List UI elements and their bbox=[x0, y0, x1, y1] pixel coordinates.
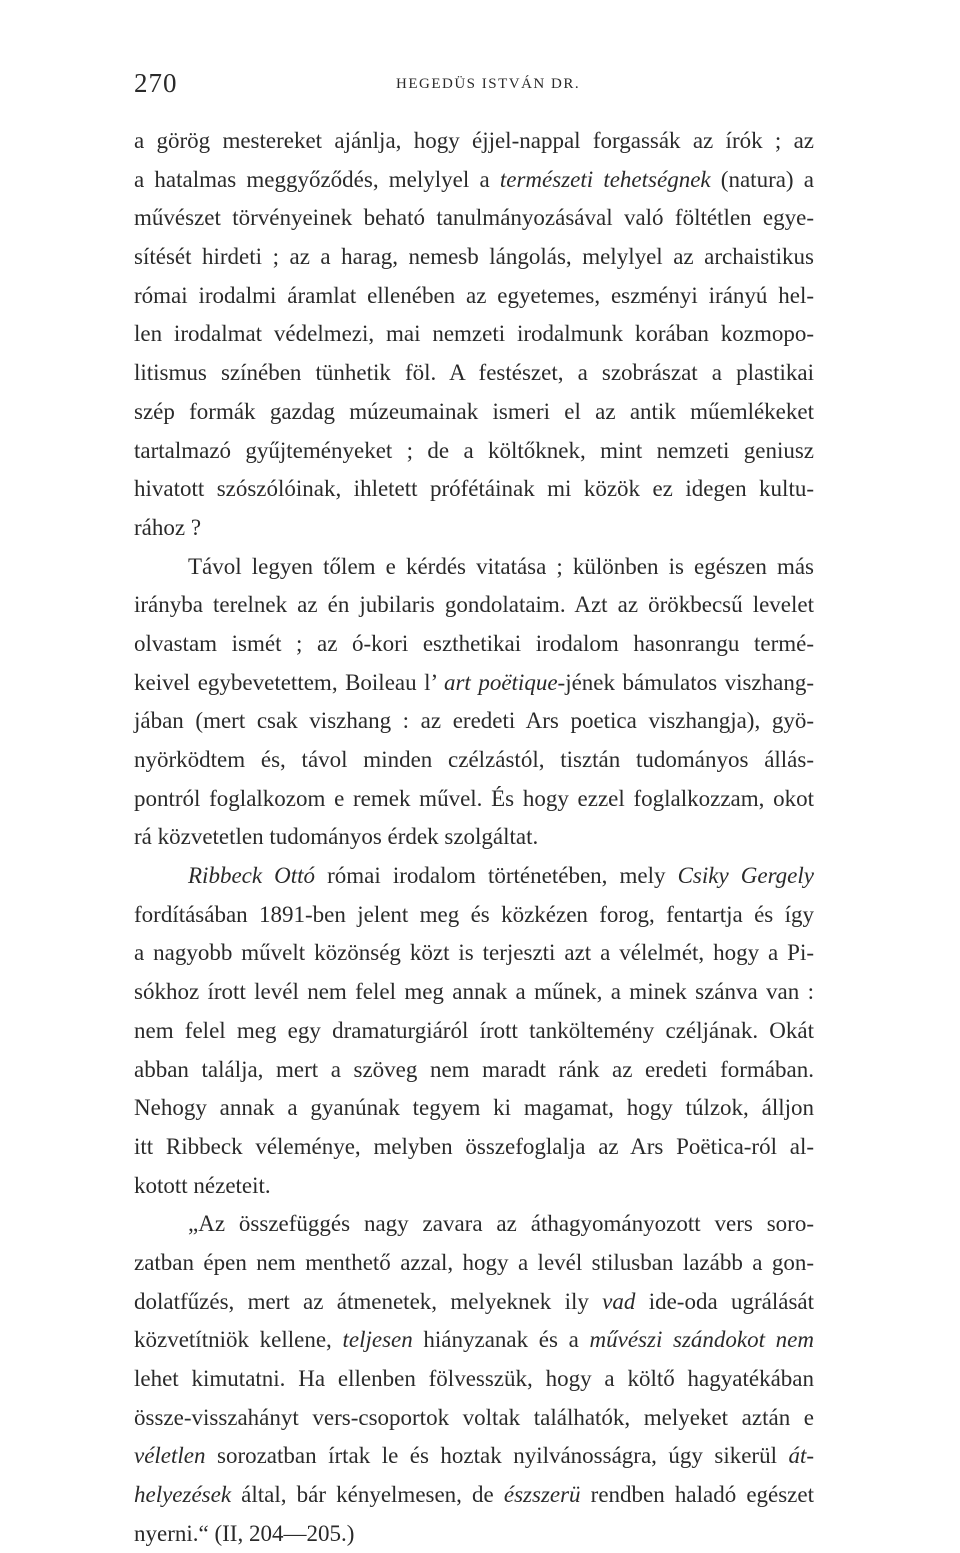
text-line: keivel egybevetettem, Boileau l’ art poëtique-jének bámulatos viszhang- bbox=[134, 669, 814, 695]
paragraph-start-line: Távol legyen tőlem e kérdés vitatása ; különben is egészen más bbox=[188, 553, 814, 579]
text-line: olvastam ismét ; az ó-kori eszthetikai irodalom hasonrangu termé- bbox=[134, 630, 814, 656]
paragraph-end-line: rá közvetetlen tudományos érdek szolgáltat. bbox=[134, 824, 539, 850]
text-line: nyörködtem és, távol minden czélzástól, tisztán tudományos állás- bbox=[134, 747, 814, 772]
text-line: abban találja, mert a szöveg nem maradt ránk az eredeti formában. bbox=[134, 1056, 814, 1082]
text-line: lehet kimutatni. Ha ellenben fölvesszük, hogy a költő hagyatékában bbox=[134, 1366, 814, 1391]
running-head: HEGEDÜS ISTVÁN DR. bbox=[396, 76, 581, 92]
text-line: a hatalmas meggyőződés, melylyel a természeti tehetségnek (natura) a bbox=[134, 166, 815, 192]
text-line: len irodalmat védelmezi, mai nemzeti irodalmunk korában kozmopo- bbox=[134, 321, 814, 347]
text-line: itt Ribbeck véleménye, melyben összefoglalja az Ars Poëtica-ról al- bbox=[134, 1133, 814, 1159]
text-line: össze-visszahányt vers-csoportok voltak találhatók, melyeket aztán e bbox=[134, 1404, 814, 1430]
text-line: jában (mert csak viszhang : az eredeti Ars poetica viszhangja), gyö- bbox=[134, 708, 814, 734]
page-number: 270 bbox=[134, 68, 178, 98]
text-line: szép formák gazdag múzeumainak ismeri el az antik műemlékeket bbox=[134, 398, 814, 424]
text-line: a görög mestereket ajánlja, hogy éjjel-nappal forgassák az írók ; az bbox=[134, 128, 814, 153]
text-line: véletlen sorozatban írtak le és hoztak nyilvánosságra, úgy sikerül át- bbox=[134, 1443, 814, 1469]
text-line: irányba terelnek az én jubilaris gondolataim. Azt az örökbecsű levelet bbox=[134, 592, 814, 618]
text-line: művészet törvényeinek beható tanulmányozásával való föltétlen egye- bbox=[134, 205, 814, 231]
paragraph-end-line: nyerni.“ (II, 204—205.) bbox=[134, 1520, 355, 1546]
text-line: sítését hirdeti ; az a harag, nemesb lángolás, melylyel az archaistikus bbox=[134, 244, 814, 270]
text-line: litismus színében tünhetik föl. A festészet, a szobrászat a plastikai bbox=[134, 360, 814, 386]
text-line: pontról foglalkozom e remek művel. És hogy ezzel foglalkozzam, okot bbox=[134, 785, 814, 811]
text-line: nem felel meg egy dramaturgiáról írott tanköltemény czéljának. Okát bbox=[134, 1017, 814, 1043]
paragraph-end-line: rához ? bbox=[134, 514, 202, 540]
text-line: zatban épen nem menthető azzal, hogy a levél stilusban lazább a gon- bbox=[134, 1249, 814, 1275]
body-text bbox=[134, 122, 814, 1553]
text-line: fordításában 1891-ben jelent meg és közkézen forog, fentartja és így bbox=[134, 901, 814, 927]
text-line: sókhoz írott levél nem felel meg annak a műnek, a minek szánva van : bbox=[134, 979, 814, 1005]
text-line: közvetítniök kellene, teljesen hiányzanak és a művészi szándokot nem bbox=[134, 1327, 814, 1353]
text-line: dolatfűzés, mert az átmenetek, melyeknek ily vad ide-oda ugrálását bbox=[134, 1288, 815, 1314]
text-line: tartalmazó gyűjteményeket ; de a költőknek, mint nemzeti geniusz bbox=[134, 437, 814, 463]
paragraph-end-line: kotott nézeteit. bbox=[134, 1172, 271, 1198]
page-header bbox=[134, 68, 814, 104]
quote-start-line: „Az összefüggés nagy zavara az áthagyományozott vers soro- bbox=[188, 1211, 814, 1237]
text-line: hivatott szószólóinak, ihletett prófétáinak mi közök ez idegen kultu- bbox=[134, 476, 814, 502]
text-line: Nehogy annak a gyanúnak tegyem ki magamat, hogy túlzok, álljon bbox=[134, 1095, 814, 1121]
text-line: helyezések által, bár kényelmesen, de észszerü rendben haladó egészet bbox=[134, 1482, 814, 1508]
text-line: római irodalmi áramlat ellenében az egyetemes, eszményi irányú hel- bbox=[134, 282, 814, 308]
paragraph-start-line: Ribbeck Ottó római irodalom történetében, mely Csiky Gergely bbox=[188, 863, 814, 889]
text-line: a nagyobb művelt közönség közt is terjeszti azt a vélelmét, hogy a Pi- bbox=[134, 940, 814, 966]
